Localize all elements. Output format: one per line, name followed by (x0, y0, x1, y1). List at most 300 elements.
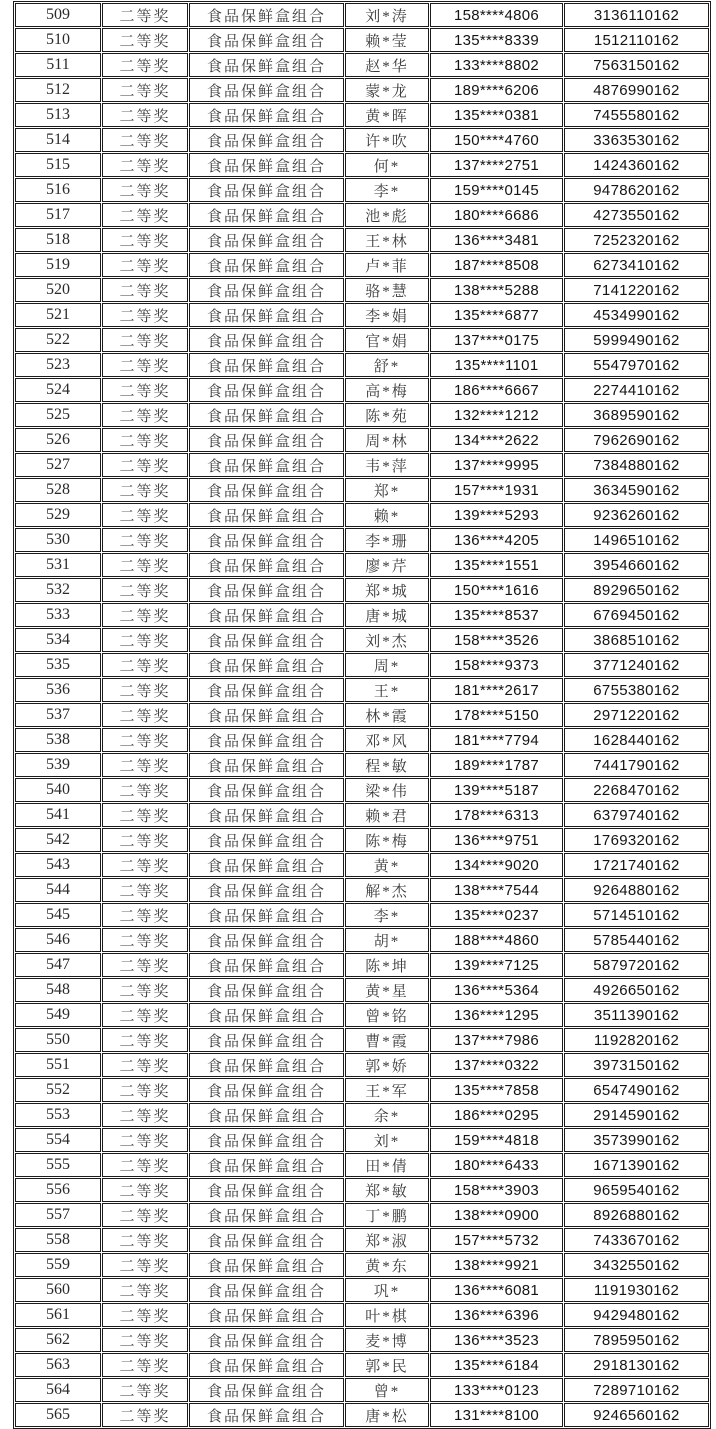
winner-name-cell: 田*倩 (345, 1153, 429, 1177)
prize-tier-cell: 二等奖 (102, 1353, 188, 1377)
table-row (15, 803, 709, 827)
prize-tier-cell: 二等奖 (102, 503, 188, 527)
entry-id-cell: 3973150162 (564, 1053, 709, 1077)
prize-name-cell: 食品保鲜盒组合 (189, 228, 344, 252)
table-row (15, 728, 709, 752)
phone-cell: 135****0381 (430, 103, 563, 127)
prize-tier-cell: 二等奖 (102, 528, 188, 552)
prize-name-cell: 食品保鲜盒组合 (189, 678, 344, 702)
winner-name-cell: 陈*坤 (345, 953, 429, 977)
table-row (15, 1228, 709, 1252)
serial-cell: 548 (15, 978, 101, 1002)
winner-name-cell: 郭*民 (345, 1353, 429, 1377)
phone-cell: 150****1616 (430, 578, 563, 602)
serial-cell: 563 (15, 1353, 101, 1377)
phone-cell: 137****9995 (430, 453, 563, 477)
phone-cell: 139****5187 (430, 778, 563, 802)
table-row (15, 3, 709, 27)
table-row (15, 1278, 709, 1302)
prize-name-cell: 食品保鲜盒组合 (189, 578, 344, 602)
table-row (15, 1303, 709, 1327)
serial-cell: 542 (15, 828, 101, 852)
serial-cell: 540 (15, 778, 101, 802)
winner-name-cell: 何* (345, 153, 429, 177)
table-row (15, 703, 709, 727)
table-row (15, 328, 709, 352)
prize-name-cell: 食品保鲜盒组合 (189, 753, 344, 777)
winner-name-cell: 郭*娇 (345, 1053, 429, 1077)
entry-id-cell: 2914590162 (564, 1103, 709, 1127)
serial-cell: 555 (15, 1153, 101, 1177)
table-row (15, 1378, 709, 1402)
serial-cell: 534 (15, 628, 101, 652)
entry-id-cell: 5785440162 (564, 928, 709, 952)
winner-name-cell: 韦*萍 (345, 453, 429, 477)
serial-cell: 539 (15, 753, 101, 777)
phone-cell: 138****5288 (430, 278, 563, 302)
winner-name-cell: 王*林 (345, 228, 429, 252)
prize-name-cell: 食品保鲜盒组合 (189, 378, 344, 402)
table-row (15, 828, 709, 852)
prize-name-cell: 食品保鲜盒组合 (189, 903, 344, 927)
table-row (15, 78, 709, 102)
prize-tier-cell: 二等奖 (102, 828, 188, 852)
winner-name-cell: 赵*华 (345, 53, 429, 77)
phone-cell: 157****1931 (430, 478, 563, 502)
table-row (15, 378, 709, 402)
phone-cell: 136****5364 (430, 978, 563, 1002)
entry-id-cell: 2268470162 (564, 778, 709, 802)
entry-id-cell: 7141220162 (564, 278, 709, 302)
prize-tier-cell: 二等奖 (102, 1278, 188, 1302)
table-row (15, 453, 709, 477)
serial-cell: 560 (15, 1278, 101, 1302)
prize-tier-cell: 二等奖 (102, 128, 188, 152)
phone-cell: 135****8537 (430, 603, 563, 627)
winner-name-cell: 李*珊 (345, 528, 429, 552)
table-row (15, 203, 709, 227)
phone-cell: 188****4860 (430, 928, 563, 952)
table-row (15, 953, 709, 977)
winners-table-body (15, 3, 709, 1427)
entry-id-cell: 3573990162 (564, 1128, 709, 1152)
table-row (15, 403, 709, 427)
serial-cell: 561 (15, 1303, 101, 1327)
entry-id-cell: 8926880162 (564, 1203, 709, 1227)
prize-name-cell: 食品保鲜盒组合 (189, 528, 344, 552)
winner-name-cell: 高*梅 (345, 378, 429, 402)
entry-id-cell: 3363530162 (564, 128, 709, 152)
entry-id-cell: 7433670162 (564, 1228, 709, 1252)
prize-tier-cell: 二等奖 (102, 403, 188, 427)
phone-cell: 133****0123 (430, 1378, 563, 1402)
table-row (15, 1003, 709, 1027)
winners-table (13, 1, 711, 1429)
prize-tier-cell: 二等奖 (102, 1153, 188, 1177)
prize-name-cell: 食品保鲜盒组合 (189, 828, 344, 852)
prize-name-cell: 食品保鲜盒组合 (189, 403, 344, 427)
winner-name-cell: 黄*晖 (345, 103, 429, 127)
table-row (15, 903, 709, 927)
phone-cell: 158****9373 (430, 653, 563, 677)
entry-id-cell: 1628440162 (564, 728, 709, 752)
prize-tier-cell: 二等奖 (102, 1003, 188, 1027)
serial-cell: 551 (15, 1053, 101, 1077)
prize-tier-cell: 二等奖 (102, 678, 188, 702)
prize-name-cell: 食品保鲜盒组合 (189, 853, 344, 877)
table-row (15, 278, 709, 302)
entry-id-cell: 3771240162 (564, 653, 709, 677)
prize-tier-cell: 二等奖 (102, 978, 188, 1002)
table-row (15, 1053, 709, 1077)
winner-name-cell: 骆*慧 (345, 278, 429, 302)
prize-name-cell: 食品保鲜盒组合 (189, 478, 344, 502)
phone-cell: 158****3526 (430, 628, 563, 652)
phone-cell: 137****7986 (430, 1028, 563, 1052)
prize-tier-cell: 二等奖 (102, 1403, 188, 1427)
prize-tier-cell: 二等奖 (102, 803, 188, 827)
table-row (15, 28, 709, 52)
phone-cell: 137****2751 (430, 153, 563, 177)
phone-cell: 181****2617 (430, 678, 563, 702)
serial-cell: 543 (15, 853, 101, 877)
winner-name-cell: 池*彪 (345, 203, 429, 227)
serial-cell: 533 (15, 603, 101, 627)
entry-id-cell: 3689590162 (564, 403, 709, 427)
prize-tier-cell: 二等奖 (102, 28, 188, 52)
prize-name-cell: 食品保鲜盒组合 (189, 728, 344, 752)
winner-name-cell: 唐*松 (345, 1403, 429, 1427)
prize-name-cell: 食品保鲜盒组合 (189, 78, 344, 102)
prize-tier-cell: 二等奖 (102, 328, 188, 352)
table-row (15, 428, 709, 452)
prize-name-cell: 食品保鲜盒组合 (189, 428, 344, 452)
table-row (15, 503, 709, 527)
winner-name-cell: 曾* (345, 1378, 429, 1402)
serial-cell: 511 (15, 53, 101, 77)
winner-name-cell: 卢*菲 (345, 253, 429, 277)
table-row (15, 228, 709, 252)
table-row (15, 1028, 709, 1052)
winner-name-cell: 林*霞 (345, 703, 429, 727)
entry-id-cell: 9429480162 (564, 1303, 709, 1327)
serial-cell: 525 (15, 403, 101, 427)
phone-cell: 135****7858 (430, 1078, 563, 1102)
phone-cell: 189****1787 (430, 753, 563, 777)
entry-id-cell: 3136110162 (564, 3, 709, 27)
serial-cell: 531 (15, 553, 101, 577)
prize-name-cell: 食品保鲜盒组合 (189, 28, 344, 52)
phone-cell: 137****0322 (430, 1053, 563, 1077)
entry-id-cell: 1671390162 (564, 1153, 709, 1177)
table-row (15, 1103, 709, 1127)
entry-id-cell: 6755380162 (564, 678, 709, 702)
serial-cell: 554 (15, 1128, 101, 1152)
phone-cell: 178****6313 (430, 803, 563, 827)
table-row (15, 1203, 709, 1227)
prize-name-cell: 食品保鲜盒组合 (189, 703, 344, 727)
prize-tier-cell: 二等奖 (102, 1078, 188, 1102)
serial-cell: 510 (15, 28, 101, 52)
winner-name-cell: 赖*君 (345, 803, 429, 827)
prize-name-cell: 食品保鲜盒组合 (189, 178, 344, 202)
prize-name-cell: 食品保鲜盒组合 (189, 278, 344, 302)
table-row (15, 353, 709, 377)
table-row (15, 603, 709, 627)
entry-id-cell: 3634590162 (564, 478, 709, 502)
prize-name-cell: 食品保鲜盒组合 (189, 3, 344, 27)
entry-id-cell: 5879720162 (564, 953, 709, 977)
phone-cell: 139****7125 (430, 953, 563, 977)
table-row (15, 878, 709, 902)
prize-tier-cell: 二等奖 (102, 953, 188, 977)
prize-name-cell: 食品保鲜盒组合 (189, 1103, 344, 1127)
serial-cell: 524 (15, 378, 101, 402)
table-row (15, 53, 709, 77)
serial-cell: 528 (15, 478, 101, 502)
prize-tier-cell: 二等奖 (102, 353, 188, 377)
prize-tier-cell: 二等奖 (102, 1103, 188, 1127)
table-row (15, 178, 709, 202)
phone-cell: 158****3903 (430, 1178, 563, 1202)
prize-name-cell: 食品保鲜盒组合 (189, 1253, 344, 1277)
table-row (15, 1403, 709, 1427)
prize-tier-cell: 二等奖 (102, 703, 188, 727)
winner-name-cell: 郑* (345, 478, 429, 502)
serial-cell: 516 (15, 178, 101, 202)
serial-cell: 513 (15, 103, 101, 127)
serial-cell: 536 (15, 678, 101, 702)
prize-name-cell: 食品保鲜盒组合 (189, 628, 344, 652)
phone-cell: 132****1212 (430, 403, 563, 427)
entry-id-cell: 4926650162 (564, 978, 709, 1002)
prize-tier-cell: 二等奖 (102, 878, 188, 902)
serial-cell: 535 (15, 653, 101, 677)
serial-cell: 564 (15, 1378, 101, 1402)
entry-id-cell: 1424360162 (564, 153, 709, 177)
prize-name-cell: 食品保鲜盒组合 (189, 1078, 344, 1102)
prize-name-cell: 食品保鲜盒组合 (189, 803, 344, 827)
entry-id-cell: 1721740162 (564, 853, 709, 877)
serial-cell: 562 (15, 1328, 101, 1352)
entry-id-cell: 7895950162 (564, 1328, 709, 1352)
serial-cell: 532 (15, 578, 101, 602)
phone-cell: 178****5150 (430, 703, 563, 727)
prize-name-cell: 食品保鲜盒组合 (189, 128, 344, 152)
phone-cell: 136****3523 (430, 1328, 563, 1352)
phone-cell: 136****1295 (430, 1003, 563, 1027)
winner-name-cell: 唐*城 (345, 603, 429, 627)
entry-id-cell: 7962690162 (564, 428, 709, 452)
entry-id-cell: 1191930162 (564, 1278, 709, 1302)
serial-cell: 565 (15, 1403, 101, 1427)
serial-cell: 530 (15, 528, 101, 552)
prize-tier-cell: 二等奖 (102, 1128, 188, 1152)
serial-cell: 520 (15, 278, 101, 302)
phone-cell: 136****3481 (430, 228, 563, 252)
prize-name-cell: 食品保鲜盒组合 (189, 878, 344, 902)
entry-id-cell: 2971220162 (564, 703, 709, 727)
prize-name-cell: 食品保鲜盒组合 (189, 1203, 344, 1227)
winner-name-cell: 郑*淑 (345, 1228, 429, 1252)
phone-cell: 136****4205 (430, 528, 563, 552)
serial-cell: 546 (15, 928, 101, 952)
entry-id-cell: 4273550162 (564, 203, 709, 227)
entry-id-cell: 7289710162 (564, 1378, 709, 1402)
entry-id-cell: 7252320162 (564, 228, 709, 252)
prize-name-cell: 食品保鲜盒组合 (189, 1303, 344, 1327)
phone-cell: 159****0145 (430, 178, 563, 202)
winner-name-cell: 李* (345, 178, 429, 202)
table-row (15, 1128, 709, 1152)
winner-name-cell: 蒙*龙 (345, 78, 429, 102)
winner-name-cell: 巩* (345, 1278, 429, 1302)
prize-tier-cell: 二等奖 (102, 1203, 188, 1227)
table-row (15, 1253, 709, 1277)
entry-id-cell: 3868510162 (564, 628, 709, 652)
prize-tier-cell: 二等奖 (102, 3, 188, 27)
serial-cell: 549 (15, 1003, 101, 1027)
winner-name-cell: 官*娟 (345, 328, 429, 352)
winner-name-cell: 廖*芹 (345, 553, 429, 577)
entry-id-cell: 6273410162 (564, 253, 709, 277)
prize-tier-cell: 二等奖 (102, 1178, 188, 1202)
winner-name-cell: 刘* (345, 1128, 429, 1152)
table-row (15, 1078, 709, 1102)
winner-name-cell: 程*敏 (345, 753, 429, 777)
prize-name-cell: 食品保鲜盒组合 (189, 1003, 344, 1027)
prize-tier-cell: 二等奖 (102, 278, 188, 302)
winner-name-cell: 舒* (345, 353, 429, 377)
prize-name-cell: 食品保鲜盒组合 (189, 1403, 344, 1427)
prize-tier-cell: 二等奖 (102, 1378, 188, 1402)
table-row (15, 678, 709, 702)
phone-cell: 138****9921 (430, 1253, 563, 1277)
entry-id-cell: 9478620162 (564, 178, 709, 202)
serial-cell: 519 (15, 253, 101, 277)
prize-name-cell: 食品保鲜盒组合 (189, 953, 344, 977)
entry-id-cell: 9236260162 (564, 503, 709, 527)
prize-tier-cell: 二等奖 (102, 753, 188, 777)
entry-id-cell: 9246560162 (564, 1403, 709, 1427)
phone-cell: 187****8508 (430, 253, 563, 277)
serial-cell: 538 (15, 728, 101, 752)
serial-cell: 544 (15, 878, 101, 902)
winner-name-cell: 陈*梅 (345, 828, 429, 852)
entry-id-cell: 2918130162 (564, 1353, 709, 1377)
table-row (15, 978, 709, 1002)
winner-name-cell: 黄* (345, 853, 429, 877)
prize-name-cell: 食品保鲜盒组合 (189, 1228, 344, 1252)
table-row (15, 753, 709, 777)
serial-cell: 556 (15, 1178, 101, 1202)
prize-tier-cell: 二等奖 (102, 628, 188, 652)
phone-cell: 134****9020 (430, 853, 563, 877)
prize-name-cell: 食品保鲜盒组合 (189, 653, 344, 677)
entry-id-cell: 2274410162 (564, 378, 709, 402)
prize-name-cell: 食品保鲜盒组合 (189, 1353, 344, 1377)
entry-id-cell: 1769320162 (564, 828, 709, 852)
entry-id-cell: 8929650162 (564, 578, 709, 602)
prize-name-cell: 食品保鲜盒组合 (189, 253, 344, 277)
prize-name-cell: 食品保鲜盒组合 (189, 778, 344, 802)
serial-cell: 509 (15, 3, 101, 27)
phone-cell: 135****0237 (430, 903, 563, 927)
winner-name-cell: 梁*伟 (345, 778, 429, 802)
prize-name-cell: 食品保鲜盒组合 (189, 153, 344, 177)
serial-cell: 521 (15, 303, 101, 327)
prize-tier-cell: 二等奖 (102, 153, 188, 177)
winner-name-cell: 周* (345, 653, 429, 677)
prize-name-cell: 食品保鲜盒组合 (189, 1128, 344, 1152)
winner-name-cell: 邓*风 (345, 728, 429, 752)
prize-tier-cell: 二等奖 (102, 53, 188, 77)
serial-cell: 553 (15, 1103, 101, 1127)
phone-cell: 138****0900 (430, 1203, 563, 1227)
prize-tier-cell: 二等奖 (102, 1053, 188, 1077)
table-row (15, 153, 709, 177)
prize-name-cell: 食品保鲜盒组合 (189, 1328, 344, 1352)
prize-name-cell: 食品保鲜盒组合 (189, 328, 344, 352)
prize-name-cell: 食品保鲜盒组合 (189, 53, 344, 77)
prize-name-cell: 食品保鲜盒组合 (189, 1153, 344, 1177)
entry-id-cell: 7563150162 (564, 53, 709, 77)
phone-cell: 135****6877 (430, 303, 563, 327)
prize-name-cell: 食品保鲜盒组合 (189, 1053, 344, 1077)
table-row (15, 103, 709, 127)
winner-name-cell: 赖*莹 (345, 28, 429, 52)
prize-tier-cell: 二等奖 (102, 253, 188, 277)
prize-tier-cell: 二等奖 (102, 928, 188, 952)
prize-tier-cell: 二等奖 (102, 428, 188, 452)
prize-tier-cell: 二等奖 (102, 578, 188, 602)
prize-name-cell: 食品保鲜盒组合 (189, 1028, 344, 1052)
entry-id-cell: 7441790162 (564, 753, 709, 777)
winner-name-cell: 黄*东 (345, 1253, 429, 1277)
table-row (15, 653, 709, 677)
prize-tier-cell: 二等奖 (102, 653, 188, 677)
prize-name-cell: 食品保鲜盒组合 (189, 553, 344, 577)
entry-id-cell: 3511390162 (564, 1003, 709, 1027)
phone-cell: 186****6667 (430, 378, 563, 402)
prize-tier-cell: 二等奖 (102, 778, 188, 802)
serial-cell: 552 (15, 1078, 101, 1102)
prize-name-cell: 食品保鲜盒组合 (189, 503, 344, 527)
winner-name-cell: 王*军 (345, 1078, 429, 1102)
table-row (15, 528, 709, 552)
prize-name-cell: 食品保鲜盒组合 (189, 928, 344, 952)
phone-cell: 158****4806 (430, 3, 563, 27)
phone-cell: 135****8339 (430, 28, 563, 52)
entry-id-cell: 3954660162 (564, 553, 709, 577)
prize-name-cell: 食品保鲜盒组合 (189, 453, 344, 477)
winner-name-cell: 解*杰 (345, 878, 429, 902)
serial-cell: 529 (15, 503, 101, 527)
prize-name-cell: 食品保鲜盒组合 (189, 1178, 344, 1202)
phone-cell: 159****4818 (430, 1128, 563, 1152)
winner-name-cell: 陈*苑 (345, 403, 429, 427)
phone-cell: 131****8100 (430, 1403, 563, 1427)
table-row (15, 778, 709, 802)
phone-cell: 189****6206 (430, 78, 563, 102)
winner-name-cell: 郑*城 (345, 578, 429, 602)
serial-cell: 512 (15, 78, 101, 102)
entry-id-cell: 4876990162 (564, 78, 709, 102)
prize-tier-cell: 二等奖 (102, 728, 188, 752)
prize-tier-cell: 二等奖 (102, 853, 188, 877)
phone-cell: 157****5732 (430, 1228, 563, 1252)
phone-cell: 135****1551 (430, 553, 563, 577)
